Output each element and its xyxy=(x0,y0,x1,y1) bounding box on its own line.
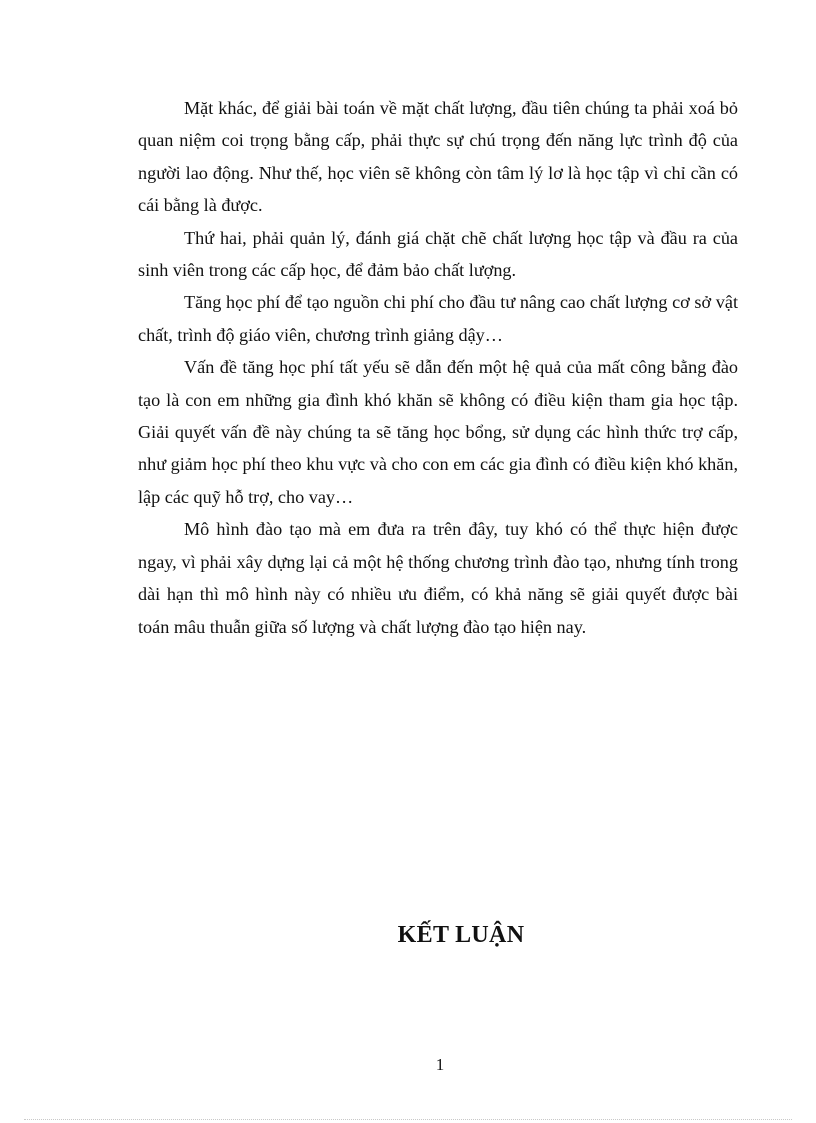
paragraph-1: Mặt khác, để giải bài toán về mặt chất lượng, đầu tiên chúng ta phải xoá bỏ quan niệm coi trọng bằng cấp, phải thực sự chú trọng đến năng lực trình độ của người lao động. Như thế, học viên sẽ không còn tâm lý lơ là học tập vì chỉ cần có cái bằng là được. xyxy=(138,98,738,216)
paragraph-5: Mô hình đào tạo mà em đưa ra trên đây, tuy khó có thể thực hiện được ngay, vì phải xây dựng lại cả một hệ thống chương trình đào tạo, nhưng tính trong dài hạn thì mô hình này có nhiều ưu điểm, có khả năng sẽ giải quyết được bài toán mâu thuẫn giữa số lượng và chất lượng đào tạo hiện nay. xyxy=(138,519,738,637)
page-number: 1 xyxy=(435,1055,445,1074)
body-text xyxy=(138,92,738,643)
paragraph-4: Vấn đề tăng học phí tất yếu sẽ dẫn đến một hệ quả của mất công bằng đào tạo là con em những gia đình khó khăn sẽ không có điều kiện tham gia học tập. Giải quyết vấn đề này chúng ta sẽ tăng học bổng, sử dụng các hình thức trợ cấp, như giảm học phí theo khu vực và cho con em các gia đình có điều kiện khó khăn, lập các quỹ hỗ trợ, cho vay… xyxy=(138,357,738,507)
paragraph-2: Thứ hai, phải quản lý, đánh giá chặt chẽ chất lượng học tập và đầu ra của sinh viên trong các cấp học, để đảm bảo chất lượng. xyxy=(138,227,738,281)
section-heading: KẾT LUẬN xyxy=(397,922,525,948)
page-bottom-divider xyxy=(24,1119,792,1120)
paragraph-3: Tăng học phí để tạo nguồn chi phí cho đầu tư nâng cao chất lượng cơ sở vật chất, trình độ giáo viên, chương trình giảng dậy… xyxy=(138,292,738,345)
